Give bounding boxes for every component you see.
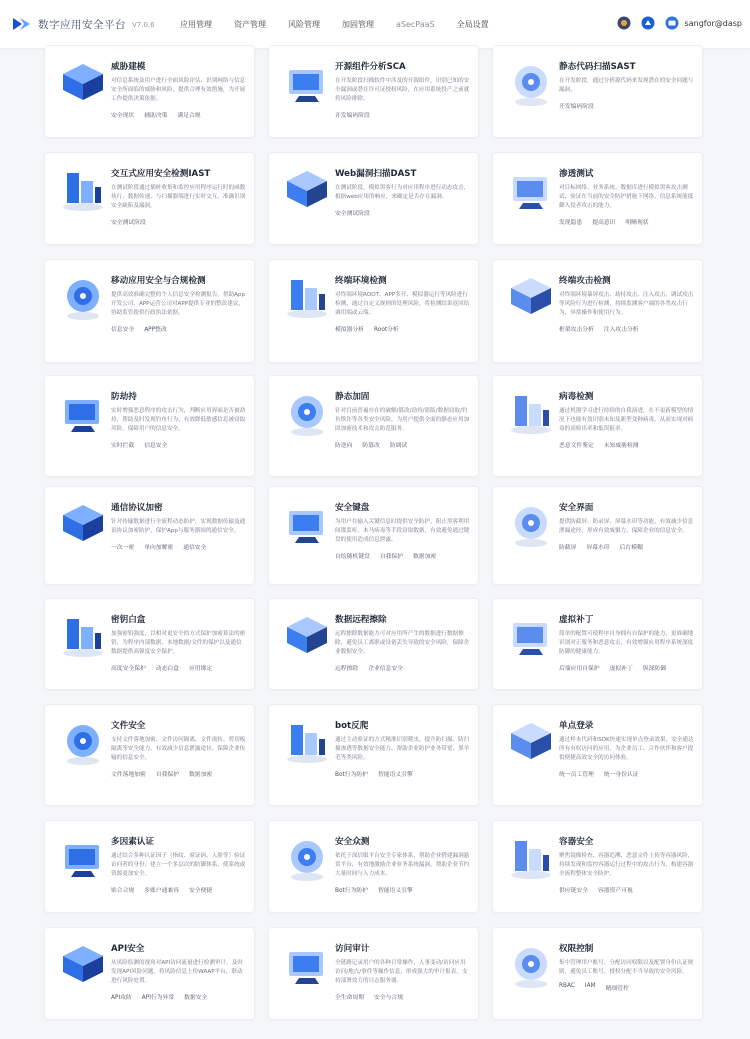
theme-icon[interactable] [617,16,631,30]
service-card[interactable] [268,820,479,913]
card-tags [559,769,694,778]
card-content [111,719,246,778]
secure-ui-icon [503,497,559,553]
card-tags [111,110,246,119]
service-card[interactable] [268,704,479,806]
notification-icon[interactable] [641,16,655,30]
card-content [559,274,694,333]
app-title: 数字应用安全平台 [38,18,126,31]
service-card[interactable] [268,152,479,245]
card-tag[interactable]: 防逆向 [335,443,353,449]
crowdtest-icon [279,831,335,887]
card-tag[interactable]: 安全与合规 [374,995,403,1001]
card-title: 权限控制 [559,944,594,954]
api-security-icon [55,938,111,994]
card-tag[interactable]: 自我保护 [379,554,403,560]
card-description: 从风险监测的视角对API访问流量进行检测审计，及时发现API风险问题，将风险信息上传WAAP平台，联动进行风险处置。 [111,960,243,984]
card-tag[interactable]: 后台模糊 [619,545,643,551]
card-tag[interactable]: 多账户通兼容 [144,888,179,894]
service-card[interactable] [492,486,703,585]
card-title: 威胁建模 [111,62,146,72]
card-tag[interactable]: 容器资产可视 [598,888,633,894]
card-content [111,274,246,333]
card-tags [559,983,694,992]
whitebox-key-icon [55,609,111,665]
card-description: 远程擦除数据能力可对应用所产生的数据进行数据擦除，避免员工离职或设备丢失导致的安全风险，保障企业数据安全。 [335,631,470,655]
card-content [559,942,694,992]
nav-asset-management[interactable]: 资产管理 [234,19,266,29]
card-tag[interactable]: 提高意识 [592,220,616,226]
header-tools [607,16,742,30]
card-title: bot反爬 [335,721,369,731]
card-tags [335,663,470,672]
card-description: 通过机器学习进行持续的自我演进，在不更新模型的情况下也能有效识别未知及新型变种病毒，从而实现对病毒的高检出率和低误报率。 [559,408,694,432]
card-content [111,942,246,1001]
sso-icon [503,715,559,771]
card-description: 对目标网络、业务系统、数据库进行模拟黑客攻击测试，验证在当前的安全防护措施下网络、信息系统能抵御入侵者攻击的能力。 [559,185,694,209]
card-tags [335,551,470,560]
top-navigation-bar [0,0,750,48]
card-tag[interactable]: 安全便捷 [189,888,213,894]
protocol-encrypt-icon [55,497,111,553]
service-card[interactable] [44,152,255,245]
card-tag[interactable]: RBAC [559,983,575,989]
card-tags [335,440,470,449]
card-description: 聚焦镜像检查、容器追溯、恶意文件上传等容器风险，持续发现和监控容器运行过程中的攻击行为，构建容器全流程整体安全防护。 [559,853,694,877]
card-description: 通过结合多种认证因子（指纹、验证码、人脸等）验证访问者的身份，建立一个多层次的防御体系，使系统或资源更加安全。 [111,853,246,877]
card-tags [111,992,246,1001]
card-title: 数据远程擦除 [335,615,387,625]
card-content [559,60,694,110]
card-tag[interactable]: 应用绑定 [189,666,213,672]
card-tag[interactable]: 数据加密 [189,772,213,778]
card-description: 在测试阶段，模拟黑客行为对应用程序进行动态攻击，根据web应用的响应，来确定是否存在漏洞。 [335,185,470,200]
card-tags [335,769,470,778]
service-card[interactable] [492,820,703,913]
card-tag[interactable]: APP整改 [144,327,167,333]
service-card[interactable] [492,152,703,245]
card-tag[interactable]: 自绘随机键盘 [335,554,370,560]
bot-anticrawl-icon [279,715,335,771]
card-tag[interactable]: 开发编码阶段 [335,113,370,119]
card-description: 依托于深信服平台安全专家体系，帮助企业搭建漏洞悬赏平台，有效地激励企业业务系统漏洞，帮助企业节约大量时间与人力成本。 [335,853,470,877]
nav-asecpaas[interactable]: aSecPaaS [396,19,435,29]
card-description: 实时增强恶意程序的攻击行为，判断应用界面是否被劫持，帮助及时发现钓鱼行为，有效降低敏感信息被窃取风险，保障用户的信息安全。 [111,408,246,432]
card-content [335,60,470,119]
card-content [559,167,694,226]
card-tag[interactable]: 高度安全保护 [111,666,146,672]
card-tag[interactable]: 企业信息安全 [368,666,403,672]
service-card[interactable] [44,927,255,1020]
mobile-compliance-icon [55,270,111,326]
access-audit-icon [279,938,335,994]
card-tags [559,101,694,110]
card-tags [111,769,246,778]
card-title: 安全界面 [559,503,594,513]
card-tags [559,542,694,551]
card-description: 对终端环境暴屏攻击、劫持攻击、注入攻击、调试攻击等风险行为进行检测，持续监测客户端的各类攻击行为，异常操作和使用行为。 [559,292,694,316]
access-control-icon [503,938,559,994]
card-description: 在开发阶段，通过分析源代码来发现潜在的安全问题与漏洞。 [559,78,694,93]
nav-harden-management[interactable]: 加固管理 [342,19,374,29]
card-title: 终端环境检测 [335,276,387,286]
card-tags [559,663,694,672]
sast-icon [503,56,559,112]
card-description: 在测试阶段通过插桩收集和监控应用程序运行时的函数执行、数据传递、与扫描器端进行实时交互，准确识别安全缺陷及漏洞。 [111,185,246,209]
iast-icon [55,163,111,219]
card-tag[interactable]: 贴合合规 [111,888,135,894]
card-tag[interactable]: Bot行为防护 [335,772,368,778]
card-tag[interactable]: 恶意文件鉴定 [559,443,594,449]
user-name[interactable]: sangfor@dasp [684,18,742,28]
card-tag[interactable]: 信息安全 [111,327,135,333]
threat-model-icon [55,56,111,112]
card-tag[interactable]: 全生命周期 [335,995,364,1001]
card-title: 交互式应用安全检测IAST [111,169,211,179]
card-title: 开源组件分析SCA [335,62,406,72]
card-content [335,613,470,672]
card-tag[interactable]: 满足合规 [177,113,201,119]
card-content [111,835,246,894]
card-description: 全链路记录用户的各种日常操作，人事变动/访问应用访问/地点/事件等操作信息，形成强大的审计报表，支持部署效力的日志服务器。 [335,960,468,984]
card-content [559,390,694,449]
card-tag[interactable]: 智能语义引擎 [377,772,413,778]
card-title: 多因素认证 [111,837,154,847]
card-tags [559,324,694,333]
card-tag[interactable]: 发现隐患 [559,220,583,226]
card-tags [111,217,246,226]
service-card[interactable] [44,820,255,913]
card-description: 针对目前普遍存在的破解/篡改/劫持/盗版/数据窃取/钓鱼欺诈等各类安全风险，为用户提供全面的静态应用加固加密技术和攻击防范服务。 [335,408,470,432]
card-description: 集中管理用户账号、分配访问权限以及配置身份认证规则，避免员工账号、授权分配不当导致的安全风险。 [559,960,694,975]
card-tag[interactable]: 统一员工管理 [559,772,594,778]
card-title: 终端攻击检测 [559,276,611,286]
card-tag[interactable]: 明晰现状 [625,220,649,226]
card-tag[interactable]: 开发编码阶段 [559,104,594,110]
card-content [335,274,470,333]
card-description: 在开发阶段扫描软件中涉及的开源组件，识别已知的安全漏洞或潜在许可证授权风险，在应用系统投产之前就将风险排除。 [335,78,470,102]
card-tags [559,885,694,894]
card-content [111,501,246,551]
service-card[interactable] [268,259,479,363]
card-title: 访问审计 [335,944,370,954]
card-title: 通信协议加密 [111,503,163,513]
card-tag[interactable]: 虚拟补丁 [609,666,633,672]
card-tag[interactable]: Root分析 [374,327,399,333]
card-tags [559,217,694,226]
service-card[interactable] [268,45,479,138]
card-tag[interactable]: Bot行为防护 [335,888,368,894]
mfa-icon [55,831,111,887]
anti-hijack-icon [55,386,111,442]
service-card[interactable] [492,259,703,363]
card-tag[interactable]: 自我保护 [155,772,179,778]
card-tag[interactable]: 模拟器分析 [335,327,364,333]
card-tags [111,324,246,333]
card-tag[interactable]: 未知威胁检测 [603,443,639,449]
virtual-patch-icon [503,609,559,665]
card-tag[interactable]: 防调试 [389,443,408,449]
card-tags [111,663,246,672]
card-description: 提供防截屏、防录屏、屏幕水印等功能，有效减少信息泄漏途径，形成有效威慑力，保障企业的信息安全。 [559,519,694,534]
card-tag[interactable]: 精细管控 [605,986,629,992]
card-content [335,501,470,560]
card-content [111,60,246,119]
service-card[interactable] [44,259,255,363]
card-description: 为用户在输入关键信息时提供安全防护，阻止黑客利用间谍监听、木马病毒等手段窃取数据，有效避免通过键盘的使用造成信息泄露。 [335,519,470,543]
main-nav [180,19,511,30]
card-tag[interactable]: 辅助决策 [144,113,168,119]
card-description: 加强密钥强度，以相对更安全的方式保护加密算法的密钥，为程序内部数据、本地数据/文件的保护以及通信数据提供高强度安全保护。 [111,631,246,655]
app-logo-icon [12,16,32,32]
service-card[interactable] [268,375,479,477]
terminal-attack-icon [503,270,559,326]
card-content [335,835,470,894]
card-title: 静态加固 [335,392,370,402]
service-card[interactable] [268,486,479,585]
card-tag[interactable]: 屏幕水印 [586,545,610,551]
card-tag[interactable]: 单向加解密 [144,545,174,551]
nav-risk-management[interactable]: 风险管理 [288,19,320,29]
card-description: 通过主动验证的方式精准识别爬虫，提升防扫描、防扫描渗透等数据安全能力，帮助企业防护业务带宽、黑羊毛等类风险。 [335,737,470,761]
card-tag[interactable]: API行为异常 [141,995,175,1001]
card-tag[interactable]: 实时拦截 [111,443,135,449]
card-content [335,167,470,217]
card-description: 对终端环境ROOT、APP多开、模拟器运行等风险进行检测，通过自定义规则的处理风险，将检测结果返回给调用端或云端。 [335,292,470,316]
card-description: 简单的配置可使程序自身拥有自保护的能力，更准确地识别对正服务和恶意攻击，有效增强应用程序系统深度防御的健康能力。 [559,631,694,655]
service-card[interactable] [44,375,255,477]
card-description: 对信息系统及用户进行全面风险评估、识别网络与信息安全所面临的威胁和风险，提供合理有效措施，为开展工作提供决策依据。 [111,78,246,102]
secure-keyboard-icon [279,497,335,553]
card-tags [335,208,470,217]
card-tags [335,885,470,894]
card-title: 静态代码扫描SAST [559,62,636,72]
card-title: 渗透测试 [559,169,594,179]
card-tag[interactable]: 动态白盒 [155,666,179,672]
card-content [111,613,246,672]
card-tags [559,440,694,449]
card-tag[interactable]: 远程擦除 [335,666,359,672]
service-card[interactable] [492,927,703,1020]
card-title: 虚拟补丁 [559,615,594,625]
card-tag[interactable]: 安全测试阶段 [111,220,146,226]
service-card[interactable] [492,375,703,477]
card-tags [335,992,470,1001]
card-title: 移动应用安全与合规检测 [111,276,206,286]
card-tag[interactable]: 数据加密 [413,554,437,560]
app-version: V7.0.6 [132,21,155,29]
card-title: 密钥白盒 [111,615,146,625]
static-harden-icon [279,386,335,442]
brand[interactable] [12,16,180,32]
service-card[interactable] [44,45,255,138]
card-tag[interactable]: IAM [584,983,596,989]
card-content [111,167,246,226]
card-title: API安全 [111,944,145,954]
service-card[interactable] [44,486,255,585]
card-description: 提供高效准确完整的个人信息安全检测报告，帮助App开发公司、APP运营公司对APP提供专业的整改建议，协助监管提供行政执法依据。 [111,292,245,316]
card-content [559,835,694,894]
user-avatar-icon[interactable] [665,16,679,30]
card-title: Web漏洞扫描DAST [335,169,417,179]
card-content [335,390,470,449]
card-content [559,613,694,672]
card-tag[interactable]: 智能语义引擎 [377,888,413,894]
card-content [335,942,470,1001]
service-card[interactable] [44,598,255,690]
nav-app-management[interactable]: 应用管理 [180,19,212,29]
container-security-icon [503,831,559,887]
remote-wipe-icon [279,609,335,665]
card-tag[interactable]: 安全测试阶段 [335,211,370,217]
terminal-env-icon [279,270,335,326]
service-card[interactable] [492,704,703,806]
card-title: 病毒检测 [559,392,594,402]
card-tag[interactable]: 信息安全 [144,443,168,449]
service-card[interactable] [492,598,703,690]
card-title: 安全众测 [335,837,370,847]
card-tag[interactable]: 框架攻击分析 [559,327,594,333]
card-tags [335,324,470,333]
sca-icon [279,56,335,112]
card-tag[interactable]: 纵深防御 [642,666,666,672]
card-tag[interactable]: 注入攻击分析 [603,327,639,333]
card-tag[interactable]: 供应链安全 [559,888,588,894]
virus-detect-icon [503,386,559,442]
nav-global-settings[interactable]: 全局设置 [456,19,489,29]
card-tag[interactable]: 安全现状 [111,113,135,119]
file-security-icon [55,715,111,771]
card-tags [335,110,470,119]
card-title: 安全键盘 [335,503,370,513]
card-tags [111,885,246,894]
card-tags [111,440,246,449]
service-card[interactable] [44,704,255,806]
pentest-icon [503,163,559,219]
card-tag[interactable]: 通信安全 [183,545,207,551]
card-tag[interactable]: API攻防 [111,995,132,1001]
card-tag[interactable]: 一次一密 [111,545,135,551]
card-content [111,390,246,449]
card-description: 支持文件落地加密、文件访问隔离、文件流转、剪切板隔离等安全能力，有效减少信息泄露途径，保障企业传输的信息安全。 [111,737,246,761]
card-description: 针对传输数据进行全流程动态防护，实现数据传输及通讯协议加密防护，保护App与服务器间的通信安全。 [111,519,246,534]
card-title: 单点登录 [559,721,594,731]
card-description: 通过样本代码和SDK快速实现单点登录效果，安全通达所有有权访问的应用，为企业员工、合作伙伴和客户提供便捷高效安全的访问体验。 [559,737,694,761]
card-content [559,501,694,551]
card-content [559,719,694,778]
card-title: 容器安全 [559,837,594,847]
card-tag[interactable]: 防篡改 [362,443,380,449]
service-card[interactable] [268,927,479,1020]
card-tag[interactable]: 统一身份认证 [603,772,639,778]
service-card[interactable] [268,598,479,690]
card-tag[interactable]: 防截屏 [559,545,577,551]
service-card[interactable] [492,45,703,138]
card-title: 防劫持 [111,392,137,402]
card-content [335,719,470,778]
card-tag[interactable]: 后端应用自保护 [559,666,600,672]
card-tag[interactable]: 数据安全 [184,995,208,1001]
card-title: 文件安全 [111,721,146,731]
card-tags [111,542,246,551]
dast-icon [279,163,335,219]
card-tag[interactable]: 文件落地加密 [111,772,146,778]
